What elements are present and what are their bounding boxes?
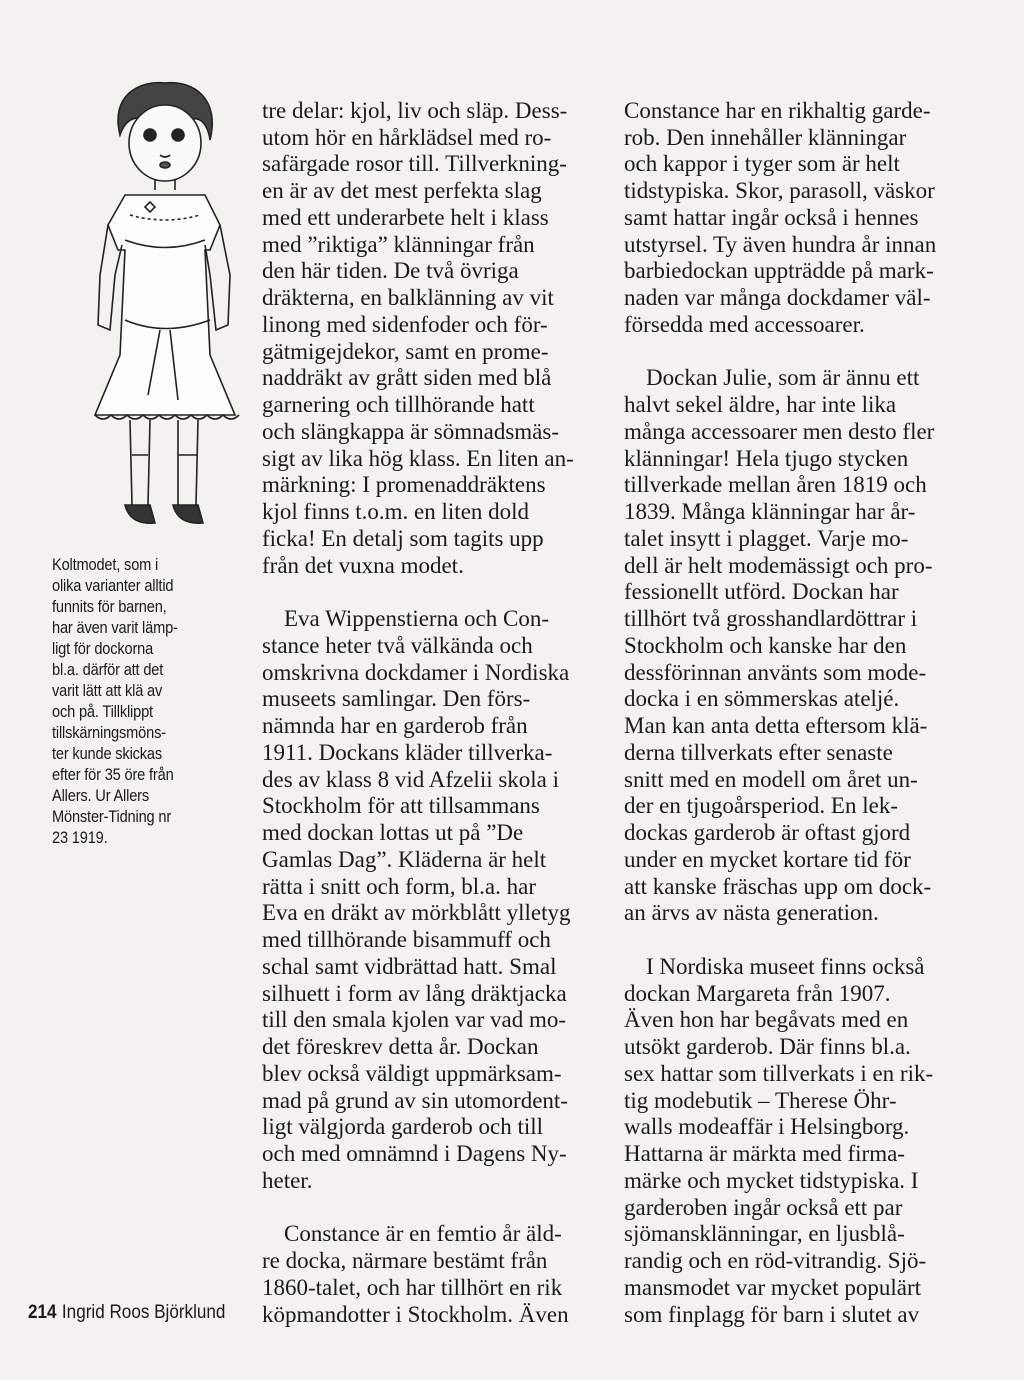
page-footer xyxy=(28,1302,225,1324)
doll-illustration xyxy=(70,75,255,545)
text-column-2 xyxy=(624,71,994,1355)
image-caption: Koltmodet, som i olika varianter alltid funnits för barnen, har även varit lämp- ligt för dockorna bl.a. därför att det varit lätt att klä av och på. Tillklippt tillskärningsmöns- ter kunde skickas efter för 35 öre från Allers. Ur Allers Mönster-Tidning nr 23 1919. xyxy=(52,555,178,847)
paragraph: tre delar: kjol, liv och släp. Dess- utom hör en hårklädsel med ro- safärgade rosor till. Tillverkning- en är av det mest perfekta slag med ett underarbete helt i klass med ”riktiga” klänningar från den här tiden. De två övriga dräkterna, en balklänning av vit linong med sidenfoder och för- gätmigejdekor, samt en prome- naddräkt av grått siden med blå garnering och tillhörande hatt och slängkappa är sömnadsmäs- sigt av lika hög klass. En liten an- märkning: I promenaddräktens kjol finns t.o.m. en liten dold ficka! En detalj som tagits upp från det vuxna modet. xyxy=(262,97,574,578)
paragraph: Constance har en rikhaltig garde- rob. Den innehåller klänningar och kappor i tyger som är helt tidstypiska. Skor, parasoll, väskor samt hattar ingår också i hennes utstyrsel. Ty även hundra år innan barbiedockan uppträdde på mark- naden var många dockdamer väl- försedda med accessoarer. xyxy=(624,97,937,337)
paragraph: Eva Wippenstierna och Con- stance heter två välkända och omskrivna dockdamer i Nordiska museets samlingar. Den förs- nämnda har en garderob från 1911. Dockans kläder tillverka- des av klass 8 vid Afzelii skola i Stockholm för att tillsammans med dockan lottas ut på ”De Gamlas Dag”. Kläderna är helt rätta i snitt och form, bl.a. har Eva en dräkt av mörkblått ylletyg med tillhörande bisammuff och schal samt vidbrättad hatt. Smal silhuett i form av lång dräktjacka till den smala kjolen var vad mo- det föreskrev detta år. Dockan blev också väldigt uppmärksam- mad på grund av sin utomordent- ligt välgjorda garderob och till och med omnämnd i Dagens Ny- heter. xyxy=(262,606,571,1193)
text-column-1 xyxy=(262,71,607,1355)
paragraph: Constance är en femtio år äld- re docka, närmare bestämt från 1860-talet, och har tillhört en rik köpmandotter i Stockholm. Även xyxy=(262,1221,569,1327)
paragraph: Dockan Julie, som är ännu ett halvt sekel äldre, har inte lika många accessoarer men desto fler klänningar! Hela tjugo stycken tillverkade mellan åren 1819 och 1839. Många klänningar har år- talet insytt i plagget. Varje mo- dell är helt modemässigt och pro- fessionellt utförd. Dockan har tillhört två grosshandlardöttrar i Stockholm och kanske har den dessförinnan använts som mode- docka i en sömmerskas ateljé. Man kan anta detta eftersom klä- derna tillverkats efter senaste snitt med en modell om året un- der en tjugoårsperiod. En lek- dockas garderob är oftast gjord under en mycket kortare tid för att kanske fräschas upp om dock- an ärvs av nästa generation. xyxy=(624,365,935,926)
page-number: 214 xyxy=(28,1302,57,1323)
author-name: Ingrid Roos Björklund xyxy=(61,1302,226,1323)
paragraph: I Nordiska museet finns också dockan Margareta från 1907. Även hon har begåvats med en utsökt garderob. Där finns bl.a. sex hattar som tillverkats i en rik- tig modebutik – Therese Öhr- walls modeaffär i Helsingborg. Hattarna är märkta med firma- märke och mycket tidstypiska. I garderoben ingår också ett par sjömansklänningar, en ljusblå- randig och en röd-vitrandig. Sjö- mansmodet var mycket populärt som finplagg för barn i slutet av xyxy=(624,953,934,1327)
